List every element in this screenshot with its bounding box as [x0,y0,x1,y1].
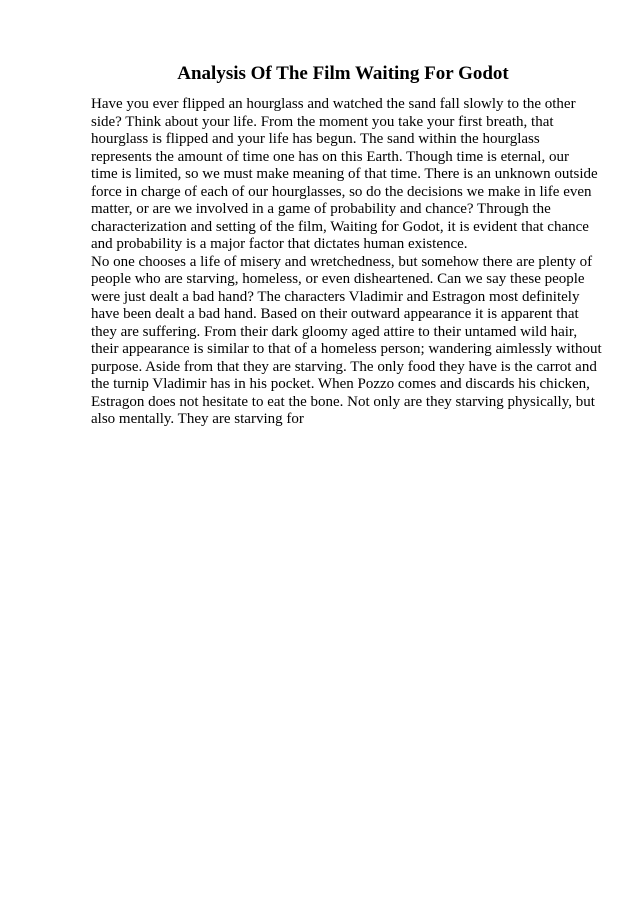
body-line: purpose. Aside from that they are starving. The only food they have is the carrot and [91,358,597,375]
body-line: they are suffering. From their dark gloomy aged attire to their untamed wild hair, [91,323,578,340]
body-line: Have you ever flipped an hourglass and watched the sand fall slowly to the other [91,96,576,112]
document-title: Analysis Of The Film Waiting For Godot [177,63,509,84]
body-line: were just dealt a bad hand? The characters Vladimir and Estragon most definitely [91,288,580,305]
body-line: have been dealt a bad hand. Based on their outward appearance it is apparent that [91,306,579,322]
body-line: characterization and setting of the film, Waiting for Godot, it is evident that chance [91,218,589,235]
body-line: Estragon does not hesitate to eat the bone. Not only are they starving physically, but [91,393,595,410]
body-line: No one chooses a life of misery and wretchedness, but somehow there are plenty of [91,253,593,270]
body-line: and probability is a major factor that dictates human existence. [91,236,468,252]
document-body [91,96,611,429]
body-line: the turnip Vladimir has in his pocket. When Pozzo comes and discards his chicken, [91,376,590,392]
body-line: represents the amount of time one has on this Earth. Though time is eternal, our [91,148,569,165]
body-line: side? Think about your life. From the moment you take your first breath, that [91,113,554,130]
body-line: their appearance is similar to that of a homeless person; wandering aimlessly without [91,341,602,357]
body-line: hourglass is flipped and your life has begun. The sand within the hourglass [91,131,540,147]
body-line: matter, or are we involved in a game of probability and chance? Through the [91,201,551,217]
body-line: also mentally. They are starving for [91,411,304,427]
body-line: time is limited, so we must make meaning of that time. There is an unknown outside [91,166,598,182]
body-line: force in charge of each of our hourglasses, so do the decisions we make in life even [91,183,592,200]
body-line: people who are starving, homeless, or even disheartened. Can we say these people [91,271,585,287]
